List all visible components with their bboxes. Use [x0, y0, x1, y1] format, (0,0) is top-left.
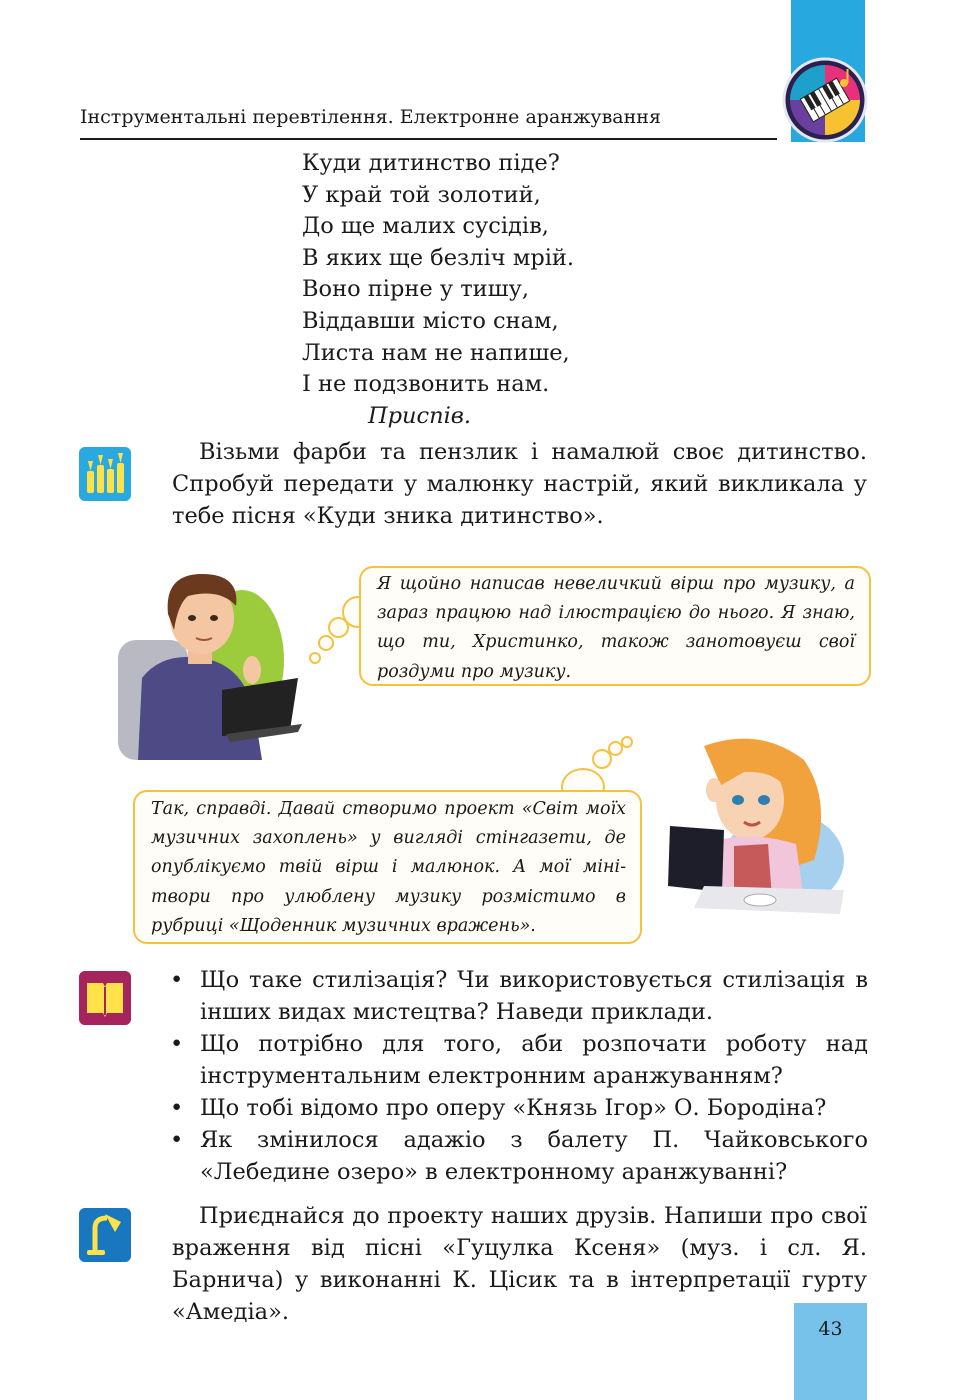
task-paragraph-draw: [172, 436, 867, 532]
paintbrushes-icon: [79, 447, 131, 501]
task-text: Візьми фарби та пензлик і намалюй своє дитинство. Спробуй передати у малюнку настрій, який викликала у тебе пісня «Куди зника дитинство».: [172, 439, 867, 529]
girl-with-laptop-illustration: [664, 730, 854, 916]
thought-dot: [592, 749, 612, 769]
girl-speech-text: Так, справді. Давай створимо проект «Світ моїх музичних захоплень» у вигляді стінгазети, де опублікуємо твій вірш і малюнок. А мої міні-твори про улюблену музику розмістимо в рубриці «Щоденник музичних вражень».: [151, 799, 626, 936]
poem-line: У край той золотий,: [302, 181, 541, 208]
bullet: •: [170, 1127, 184, 1153]
lamp-icon: [79, 1208, 131, 1262]
list-item: • Як змінилося адажіо з балету П. Чайковського «Лебедине озеро» в електронному аранжуванні?: [168, 1124, 868, 1188]
poem-line: В яких ще безліч мрій.: [302, 244, 575, 271]
poem-stanza: [302, 148, 574, 432]
bullet: •: [170, 1095, 184, 1121]
poem-line: Листа нам не напише,: [302, 339, 570, 366]
task-text: Приєднайся до проекту наших друзів. Напиши про свої враження від пісні «Гуцулка Ксеня» (муз. і сл. Я. Барнича) у виконанні К. Цісик та в інтерпретації гурту «Амедіа».: [172, 1203, 867, 1325]
poem-line: До ще малих сусідів,: [302, 213, 549, 240]
poem-line: Воно пірне у тишу,: [302, 276, 529, 303]
thought-dot: [309, 652, 321, 664]
boy-with-laptop-illustration: [102, 560, 306, 760]
poem-refrain: Приспів.: [368, 402, 472, 429]
list-item: • Що таке стилізація? Чи використовується стилізація в інших видах мистецтва? Наведи приклади.: [168, 964, 868, 1028]
header-divider: [80, 138, 777, 140]
review-questions-list: [168, 964, 868, 1188]
task-paragraph-project: [172, 1200, 867, 1328]
page-number: 43: [818, 1318, 843, 1340]
girl-speech-bubble: [133, 790, 642, 944]
list-item: • Що потрібно для того, аби розпочати роботу над інструментальним електронним аранжуванням?: [168, 1028, 868, 1092]
poem-line: І не подзвонить нам.: [302, 371, 550, 398]
chapter-title: Інструментальні перевтілення. Електронне аранжування: [80, 106, 661, 128]
poem-line: Куди дитинство піде?: [302, 150, 560, 176]
poem-line: Віддавши місто снам,: [302, 307, 559, 334]
boy-speech-text: Я щойно написав невеличкий вірш про музику, а зараз працюю над ілюстрацією до нього. Я знаю, що ти, Христинко, також занотовуєш свої роздуми про музику.: [377, 574, 855, 682]
list-item: • Що тобі відомо про оперу «Князь Ігор» О. Бородіна?: [168, 1092, 868, 1124]
music-badge-icon: [782, 57, 868, 143]
boy-speech-bubble: [359, 566, 871, 686]
thought-dot: [318, 635, 334, 651]
book-icon: [79, 971, 131, 1025]
bullet: •: [170, 967, 184, 993]
bullet: •: [170, 1031, 184, 1057]
